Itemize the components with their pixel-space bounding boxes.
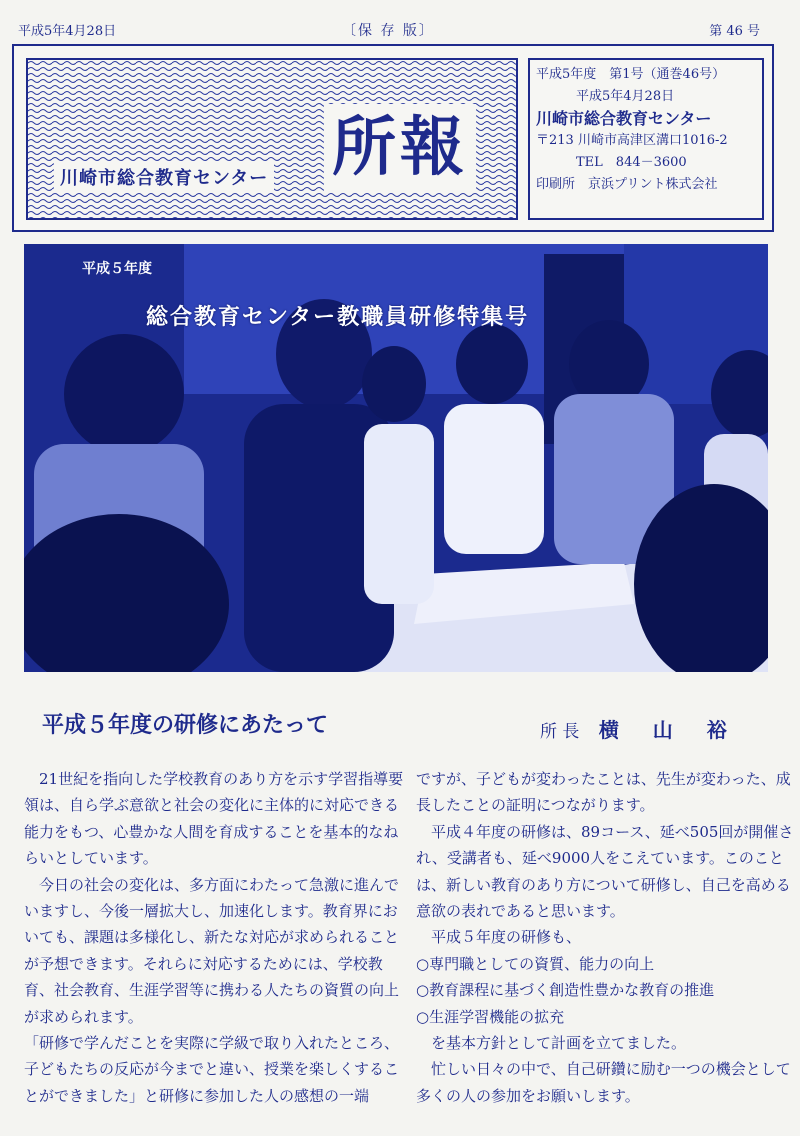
article-column-left (24, 766, 404, 1109)
policy-item: ○教育課程に基づく創造性豊かな教育の推進 (416, 981, 715, 1000)
masthead (12, 44, 774, 232)
article-paragraph: 今日の社会の変化は、多方面にわたって急激に進んでいますし、今後一層拡大し、加速化します。教育界においても、課題は多様化し、新たな対応が求められることが予想できます。それらに対応するためには、学校教育、社会教育、生涯学習等に携わる人たちの資質の向上が求められます。 (24, 875, 400, 1026)
policy-item: ○専門職としての資質、能力の向上 (416, 954, 655, 973)
title-box (26, 58, 518, 220)
publication-info (528, 58, 764, 220)
organization-name: 川崎市総合教育センター (536, 109, 712, 128)
article-paragraph: を基本方針として計画を立てました。 (416, 1034, 687, 1053)
photo-headline: 総合教育センター教職員研修特集号 (146, 305, 530, 330)
publication-date: 平成5年4月28日 (576, 89, 675, 104)
article-author (540, 714, 761, 743)
cover-photo (24, 244, 768, 672)
issue-number: 第 46 号 (709, 24, 760, 39)
edition-label: 〔保 存 版〕 (342, 23, 435, 39)
printer: 印刷所 京浜プリント株式会社 (536, 177, 718, 192)
author-role: 所 長 (540, 722, 580, 742)
volume-info: 平成5年度 第1号（通巻46号） (536, 67, 726, 82)
article-paragraph: 忙しい日々の中で、自己研鑽に励む一つの機会として多くの人の参加をお願いします。 (416, 1060, 791, 1105)
address: 〒213 川崎市高津区溝口1016-2 (536, 133, 728, 148)
article-column-right (416, 766, 796, 1109)
article-title: 平成５年度の研修にあたって (42, 713, 329, 738)
article-paragraph: 21世紀を指向した学校教育のあり方を示す学習指導要領は、自ら学ぶ意欲と社会の変化に主体的に対応できる能力をもつ、心豊かな人間を育成することを基本的なねらいとしています。 (24, 770, 404, 868)
article-paragraph: 「研修で学んだことを実際に学級で取り入れたところ、子どもたちの反応が今までと違い、授業を楽しくすることができました」と研修に参加した人の感想の一端 (24, 1034, 400, 1105)
policy-item: ○生涯学習機能の拡充 (416, 1007, 565, 1026)
photo-year-label: 平成５年度 (82, 261, 152, 277)
issue-date: 平成5年4月28日 (18, 24, 117, 39)
article-paragraph: 平成５年度の研修も、 (416, 928, 582, 947)
author-name: 横山裕 (598, 718, 761, 742)
telephone: TEL 844－3600 (576, 155, 687, 170)
paper-title: 所報 (324, 104, 476, 192)
article-paragraph: 平成４年度の研修は、89コース、延べ505回が開催され、受講者も、延べ9000人をこえています。このことは、新しい教育のあり方について研修し、自己を高める意欲の表れであると思います。 (416, 822, 794, 921)
center-name: 川崎市総合教育センター (54, 162, 274, 192)
article-paragraph: ですが、子どもが変わったことは、先生が変わった、成長したことの証明につながります。 (416, 770, 791, 815)
